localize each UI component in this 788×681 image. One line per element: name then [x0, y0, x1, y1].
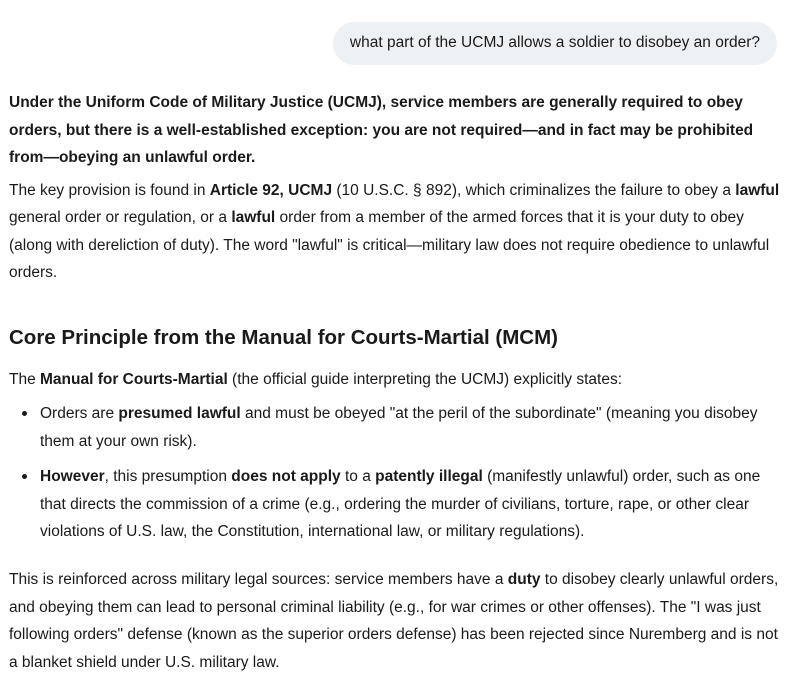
text-span: to a [340, 468, 376, 485]
assistant-answer [9, 89, 781, 671]
bold-span: patently illegal [375, 468, 483, 485]
final-paragraph [9, 566, 781, 676]
list-item [9, 400, 781, 455]
user-message-row [0, 0, 788, 65]
bold-span: However [40, 468, 105, 485]
text-span: (10 U.S.C. § 892), which criminalizes the failure to obey a [332, 181, 736, 199]
text-span: (manifestly unlawful) order, such as one that directs the commission of a crime (e.g., ordering the murder of civilians, torture, rape, or other clear violations of U.S. law, the Constitution, international law, or military regulations). [40, 468, 761, 540]
bold-span: Article 92, UCMJ [209, 181, 333, 199]
text-span: and must be obeyed "at the peril of the subordinate" (meaning you disobey them at your own risk). [40, 405, 758, 450]
bold-span: lawful [231, 209, 276, 226]
section-heading: Core Principle from the Manual for Courts-Martial (MCM) [9, 326, 558, 349]
text-span: Orders are [40, 405, 119, 422]
text-span: general order or regulation, or a [9, 209, 232, 226]
user-message-bubble: what part of the UCMJ allows a soldier to disobey an order? [333, 22, 777, 65]
text-span: , this presumption [104, 468, 232, 485]
bold-span: Manual for Courts-Martial [40, 371, 228, 388]
bold-span: duty [507, 571, 541, 588]
bold-span: lawful [735, 181, 780, 199]
text-span: to disobey clearly unlawful orders, and obeying them can lead to personal criminal liability (e.g., for war crimes or other offenses). The "I was just following orders" defense (known as the superior orders defense) has been rejected since Nuremberg and is not a blanket shield under U.S. military law. [9, 571, 779, 671]
text-span: This is reinforced across military legal sources: service members have a [9, 571, 508, 588]
bullet-list [9, 400, 781, 546]
bold-span: does not apply [231, 468, 341, 485]
text-span: (the official guide interpreting the UCMJ) explicitly states: [227, 371, 623, 388]
answer-intro: Under the Uniform Code of Military Justice (UCMJ), service members are generally required to obey orders, but there is a well-established exception: you are not required—and in fact may be prohibited from—obeying an unlawful order. [9, 94, 754, 166]
list-item [9, 463, 781, 546]
bold-span: presumed lawful [118, 405, 241, 422]
mcm-intro-paragraph [9, 366, 622, 394]
bullet-icon [22, 474, 27, 479]
text-span: The key provision is found in [9, 181, 210, 199]
text-span: The [9, 371, 41, 388]
text-span: order from a member of the armed forces that it is your duty to obey (along with dereliction of duty). The word "lawful" is critical—military law does not require obedience to unlawful orders. [9, 209, 770, 281]
bullet-icon [22, 411, 27, 416]
key-provision-paragraph [9, 177, 781, 287]
